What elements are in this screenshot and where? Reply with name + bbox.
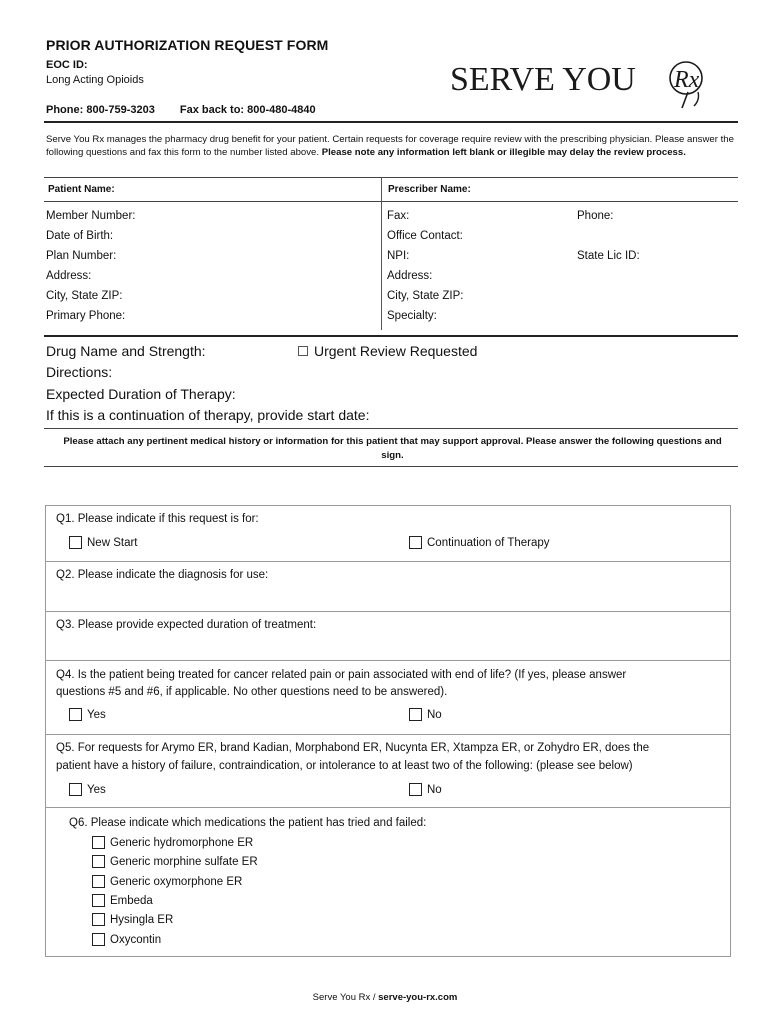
q1-new-start-option[interactable] bbox=[69, 536, 138, 549]
q2-text: Q2. Please indicate the diagnosis for use: bbox=[56, 569, 269, 581]
checkbox-icon[interactable] bbox=[69, 783, 82, 796]
plan-number-field[interactable]: Plan Number: bbox=[46, 250, 117, 262]
checkbox-icon[interactable] bbox=[409, 783, 422, 796]
prescriber-address-field[interactable]: Address: bbox=[387, 270, 433, 282]
q-separator bbox=[45, 611, 731, 612]
state-lic-id-field[interactable]: State Lic ID: bbox=[577, 250, 640, 262]
q6-option-embeda[interactable] bbox=[92, 894, 153, 907]
checkbox-icon[interactable] bbox=[409, 708, 422, 721]
q6-option-oxycontin[interactable] bbox=[92, 933, 161, 946]
phone-number: Phone: 800-759-3203 bbox=[46, 104, 155, 116]
primary-phone-field[interactable]: Primary Phone: bbox=[46, 310, 126, 322]
prescriber-name-field[interactable]: Prescriber Name: bbox=[388, 184, 471, 195]
table-top-rule bbox=[44, 177, 738, 178]
q4-yes-option[interactable] bbox=[69, 708, 106, 721]
q4-no-option[interactable] bbox=[409, 708, 442, 721]
logo-rx-text: Rx bbox=[674, 67, 700, 93]
q1-continuation-option[interactable] bbox=[409, 536, 550, 549]
q4-text-line2: questions #5 and #6, if applicable. No other questions need to be answered). bbox=[56, 686, 448, 698]
prescriber-city-state-zip-field[interactable]: City, State ZIP: bbox=[387, 290, 464, 302]
q6-option-hysingla[interactable] bbox=[92, 913, 173, 926]
q6-option-label: Generic hydromorphone ER bbox=[110, 836, 254, 849]
serve-you-rx-logo bbox=[450, 56, 720, 114]
q4-text-line1: Q4. Is the patient being treated for cancer related pain or pain associated with end of life? (If yes, please answer bbox=[56, 669, 627, 681]
q5-text-line2: patient have a history of failure, contraindication, or intolerance to at least two of the following: (please see below) bbox=[56, 760, 633, 772]
q6-option-label: Oxycontin bbox=[110, 933, 162, 946]
q1-text: Q1. Please indicate if this request is for: bbox=[56, 513, 259, 525]
q6-option-morphine[interactable] bbox=[92, 855, 258, 868]
q6-option-label: Embeda bbox=[110, 894, 153, 907]
checkbox-icon[interactable] bbox=[92, 913, 105, 926]
q4-yes-label: Yes bbox=[87, 708, 106, 721]
logo-text: SERVE YOU bbox=[450, 61, 636, 98]
q1-new-start-label: New Start bbox=[87, 536, 138, 549]
q6-option-label: Generic oxymorphone ER bbox=[110, 875, 243, 888]
fax-number: Fax back to: 800-480-4840 bbox=[179, 104, 316, 116]
office-contact-field[interactable]: Office Contact: bbox=[387, 230, 463, 242]
expected-duration-field[interactable]: Expected Duration of Therapy: bbox=[46, 386, 236, 402]
checkbox-icon[interactable] bbox=[92, 875, 105, 888]
table-header-rule bbox=[44, 201, 738, 202]
drug-name-strength-field[interactable]: Drug Name and Strength: bbox=[46, 343, 206, 359]
footer-name: Serve You Rx / bbox=[312, 992, 379, 1003]
prescriber-fax-field[interactable]: Fax: bbox=[387, 210, 410, 222]
specialty-field[interactable]: Specialty: bbox=[387, 310, 437, 322]
q5-no-option[interactable] bbox=[409, 783, 442, 796]
date-of-birth-field[interactable]: Date of Birth: bbox=[46, 230, 114, 242]
q-separator bbox=[45, 660, 731, 661]
attach-top-rule bbox=[44, 428, 738, 429]
q-separator bbox=[45, 807, 731, 808]
patient-name-field[interactable]: Patient Name: bbox=[48, 184, 115, 195]
form-title: PRIOR AUTHORIZATION REQUEST FORM bbox=[46, 37, 329, 53]
q5-no-label: No bbox=[427, 783, 442, 796]
urgent-review-checkbox[interactable] bbox=[298, 343, 477, 359]
patient-city-state-zip-field[interactable]: City, State ZIP: bbox=[46, 290, 123, 302]
npi-field[interactable]: NPI: bbox=[387, 250, 410, 262]
q3-text: Q3. Please provide expected duration of treatment: bbox=[56, 619, 317, 631]
urgent-review-label: Urgent Review Requested bbox=[314, 343, 478, 359]
intro-warning: Please note any information left blank or illegible may delay the review process. bbox=[321, 147, 686, 158]
q6-option-label: Hysingla ER bbox=[110, 913, 174, 926]
q5-yes-option[interactable] bbox=[69, 783, 106, 796]
intro-text: Serve You Rx manages the pharmacy drug benefit for your patient. Certain requests for coverage require review with the prescribing physician. Please answer the following questions and fax this form to the number listed above. bbox=[46, 134, 734, 158]
table-bottom-rule bbox=[44, 335, 738, 337]
checkbox-icon[interactable] bbox=[69, 708, 82, 721]
q6-option-oxymorphone[interactable] bbox=[92, 875, 242, 888]
checkbox-icon[interactable] bbox=[92, 836, 105, 849]
continuation-start-date-field[interactable]: If this is a continuation of therapy, provide start date: bbox=[46, 407, 370, 423]
q6-option-label: Generic morphine sulfate ER bbox=[110, 855, 258, 868]
q6-text: Q6. Please indicate which medications the patient has tried and failed: bbox=[69, 817, 427, 829]
q-separator bbox=[45, 561, 731, 562]
footer-url-link[interactable]: serve-you-rx.com bbox=[378, 992, 458, 1003]
eoc-id-value: Long Acting Opioids bbox=[46, 74, 144, 86]
checkbox-icon[interactable] bbox=[92, 933, 105, 946]
q-separator bbox=[45, 734, 731, 735]
checkbox-icon[interactable] bbox=[92, 894, 105, 907]
header-divider bbox=[44, 121, 738, 123]
q1-continuation-label: Continuation of Therapy bbox=[427, 536, 550, 549]
checkbox-icon[interactable] bbox=[409, 536, 422, 549]
q6-option-hydromorphone[interactable] bbox=[92, 836, 253, 849]
contact-line bbox=[46, 104, 316, 116]
attach-instructions: Please attach any pertinent medical history or information for this patient that may support approval. Please answer the following questions and sign. bbox=[63, 436, 722, 461]
checkbox-icon[interactable] bbox=[92, 855, 105, 868]
rx-mark-icon bbox=[670, 62, 702, 108]
q5-text-line1: Q5. For requests for Arymo ER, brand Kadian, Morphabond ER, Nucynta ER, Xtampza ER, or Zohydro ER, does the bbox=[56, 742, 650, 754]
table-column-divider bbox=[381, 177, 382, 330]
patient-address-field[interactable]: Address: bbox=[46, 270, 92, 282]
member-number-field[interactable]: Member Number: bbox=[46, 210, 136, 222]
urgent-checkbox-icon[interactable] bbox=[298, 346, 308, 356]
checkbox-icon[interactable] bbox=[69, 536, 82, 549]
directions-field[interactable]: Directions: bbox=[46, 364, 113, 380]
attach-bottom-rule bbox=[44, 466, 738, 467]
prescriber-phone-field[interactable]: Phone: bbox=[577, 210, 614, 222]
eoc-id-label: EOC ID: bbox=[46, 59, 88, 71]
page-footer bbox=[0, 992, 770, 1003]
q5-yes-label: Yes bbox=[87, 783, 106, 796]
intro-paragraph bbox=[46, 133, 736, 159]
q4-no-label: No bbox=[427, 708, 442, 721]
